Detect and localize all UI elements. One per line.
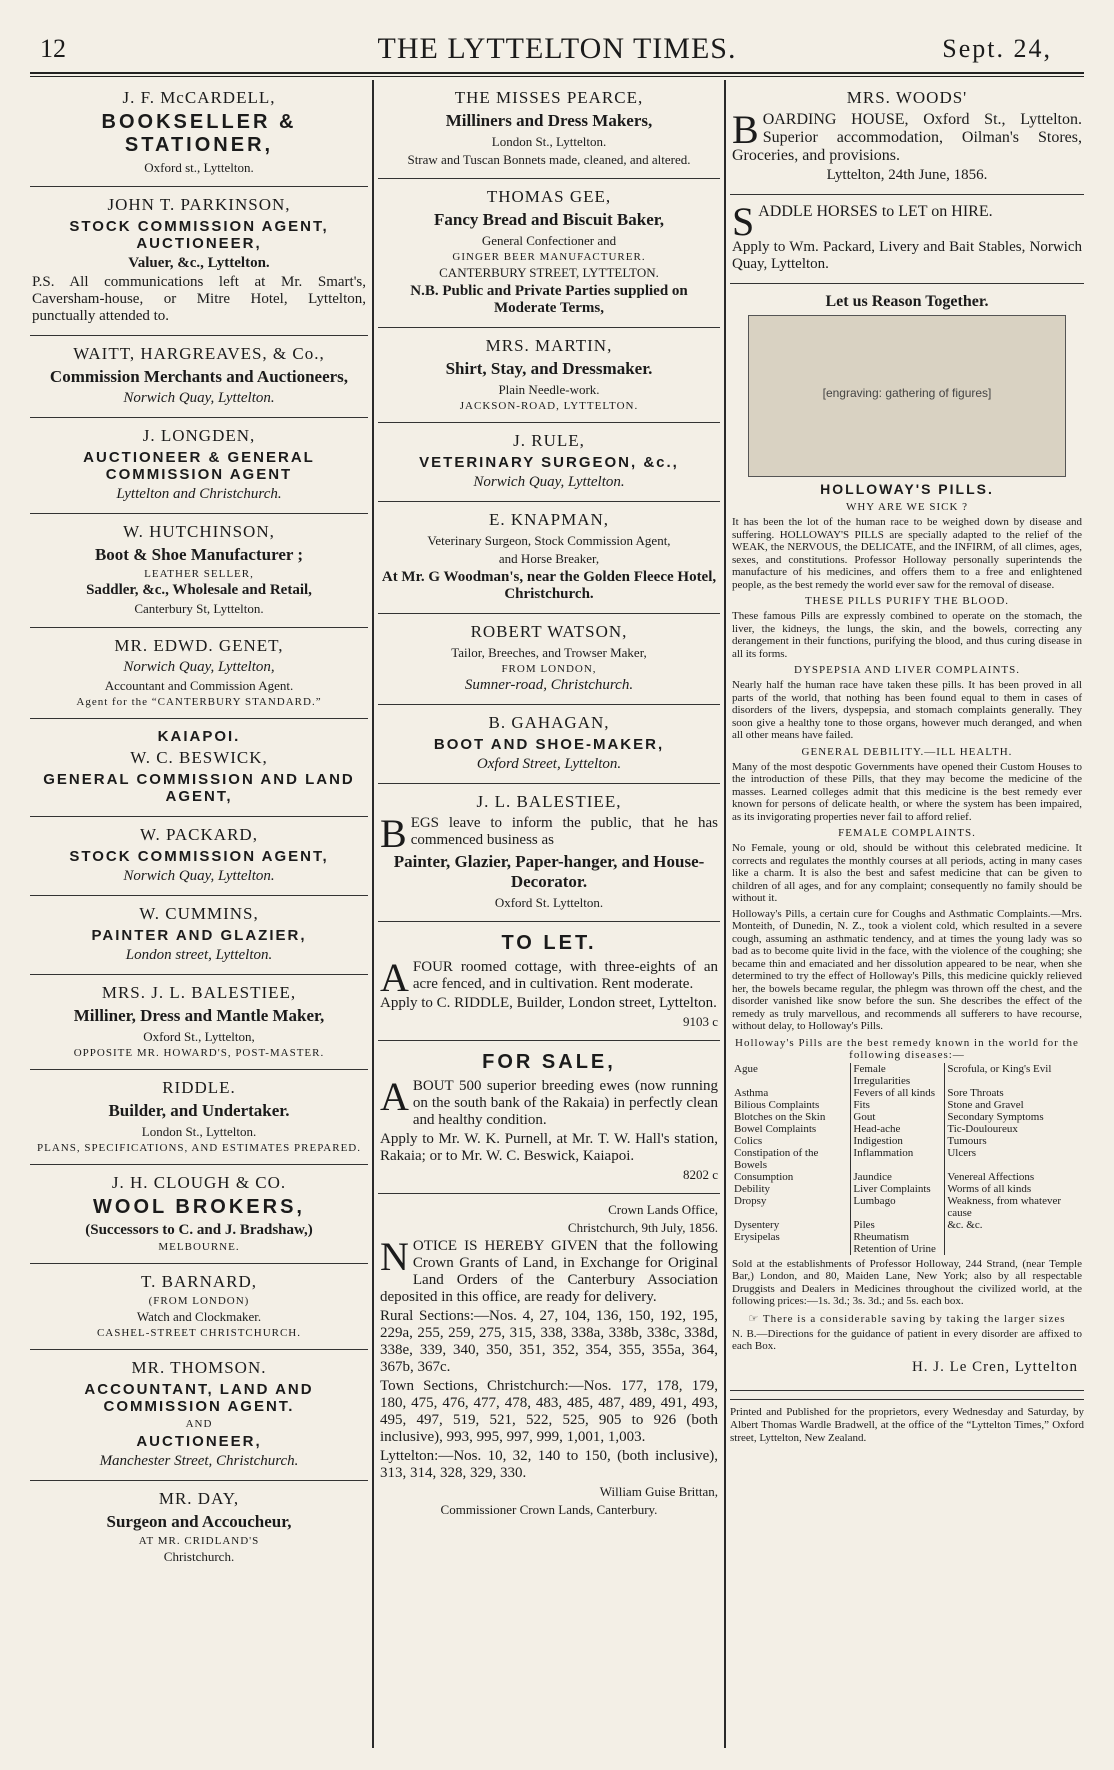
ad-pearce <box>378 80 720 179</box>
advertiser-subtitle: (Successors to C. and J. Bradshaw,) <box>85 1222 313 1238</box>
ad-clough <box>30 1165 368 1264</box>
section-heading: THESE PILLS PURIFY THE BLOOD. <box>804 595 1010 607</box>
advertiser-address: Oxford Street, Lyttelton. <box>476 756 622 772</box>
ad-hutchinson <box>30 514 368 628</box>
ad-gee <box>378 179 720 328</box>
ad-beswick <box>30 719 368 817</box>
advertiser-trade: STOCK COMMISSION AGENT, <box>69 848 329 865</box>
ad-paragraph: Nearly half the human race have taken these pills. It has been proved in all parts of the world, that nothing has been found equal to them in cases of disorders of the livers, dyspepsia, and stomach complaints generally. They soon give a healthy tone to those organs, however much deranged, and when all other means have failed. <box>732 679 1082 741</box>
advertiser-trade: Commission Merchants and Auctioneers, <box>49 367 349 386</box>
ad-date: Lyttelton, 24th June, 1856. <box>826 167 988 183</box>
disease-row <box>732 1219 1082 1231</box>
engraving-caption: [engraving: gathering of figures] <box>822 386 992 400</box>
ad-to-let <box>378 922 720 1041</box>
column-2 <box>378 80 720 1528</box>
advertiser-name: E. KNAPMAN, <box>488 510 610 529</box>
advertiser-address: London St., Lyttelton. <box>141 1124 257 1139</box>
advertiser-name: W. C. BESWICK, <box>130 748 268 767</box>
disease-cell: Inflammation <box>851 1147 945 1171</box>
drop-cap: S <box>732 199 755 244</box>
disease-cell: Fits <box>851 1099 945 1111</box>
notice-body: OTICE IS HEREBY GIVEN that the following Crown Grants of Land, in Exchange for Original Land Orders of the Canterbury Association deposited in this office, are ready for delivery. <box>380 1238 718 1305</box>
advertiser-address: London St., Lyttelton. <box>491 134 607 149</box>
ad-body: FOUR roomed cottage, with three-eights of an acre fenced, and in cultivation. Rent moderate. <box>412 959 718 992</box>
section-heading: FOR SALE, <box>482 1051 616 1073</box>
engraving-image <box>748 315 1066 477</box>
advertiser-trade: GENERAL COMMISSION AND LAND AGENT, <box>43 771 355 805</box>
ad-paragraph: Sold at the establishments of Professor Holloway, 244 Strand, (near Temple Bar,) London, and 80, Maiden Lane, New York; also by all respectable Druggists and Dealers in Medicines throughout the civilized world, at the following prices:—1s. 3d.; 3s. 3d.; and 5s. each box. <box>732 1257 1082 1307</box>
advertiser-trade: AUCTIONEER & GENERAL COMMISSION AGENT <box>83 449 315 483</box>
advertiser-address: Norwich Quay, Lyttelton. <box>123 868 275 884</box>
advertiser-trade: Milliners and Dress Makers, <box>445 111 653 130</box>
advertiser-subtitle: PLANS, SPECIFICATIONS, AND ESTIMATES PREPARED. <box>36 1142 361 1154</box>
advertiser-name: J. F. McCARDELL, <box>122 88 276 107</box>
advertiser-name: T. BARNARD, <box>141 1272 257 1291</box>
section-heading: GENERAL DEBILITY.—ILL HEALTH. <box>801 745 1013 758</box>
disease-cell: Gout <box>851 1111 945 1123</box>
advertiser-name: W. CUMMINS, <box>139 904 259 923</box>
advertiser-subtitle: OPPOSITE MR. HOWARD'S, POST-MASTER. <box>73 1047 325 1059</box>
ad-riddle <box>30 1070 368 1165</box>
disease-cell: Blotches on the Skin <box>734 1110 826 1123</box>
ad-cummins <box>30 896 368 975</box>
ad-number: 9103 c <box>682 1014 718 1029</box>
ad-genet <box>30 628 368 719</box>
advertiser-subtitle: GINGER BEER MANUFACTURER. <box>452 251 646 263</box>
advertiser-name: MR. EDWD. GENET, <box>114 636 284 655</box>
advertiser-trade: Veterinary Surgeon, Stock Commission Agent, <box>427 533 671 548</box>
disease-cell: Jaundice <box>851 1171 945 1183</box>
ad-body: EGS leave to inform the public, that he has commenced business as <box>410 815 718 848</box>
ad-watson <box>378 614 720 705</box>
advertiser-address: Norwich Quay, Lyttelton, <box>123 659 275 675</box>
disease-row <box>732 1243 1082 1255</box>
advertiser-name: JOHN T. PARKINSON, <box>107 195 291 214</box>
ad-holloway-pills <box>730 284 1084 1391</box>
disease-cell: Piles <box>851 1219 945 1231</box>
disease-cell: Female Irregularities <box>851 1063 945 1087</box>
advertiser-trade: BOOKSELLER & STATIONER, <box>101 111 297 156</box>
advertiser-trade: Watch and Clockmaker. <box>136 1309 262 1324</box>
advertiser-name: THE MISSES PEARCE, <box>454 88 644 107</box>
issue-date: Sept. 24, <box>942 34 1052 63</box>
advertiser-address: Norwich Quay, Lyttelton. <box>473 474 625 490</box>
disease-cell: Rheumatism <box>851 1231 945 1243</box>
advertiser-name: RIDDLE. <box>162 1078 236 1097</box>
agent-signature: H. J. Le Cren, Lyttelton <box>911 1358 1078 1375</box>
advertiser-address: MELBOURNE. <box>158 1241 240 1253</box>
disease-cell: Asthma <box>734 1086 769 1099</box>
disease-cell: Constipation of the Bowels <box>734 1146 819 1171</box>
printer-imprint: Printed and Published for the proprietors, every Wednesday and Saturday, by Albert Thomas Wardle Bradwell, at the office of the “Lyttelton Times,” Oxford street, Lyttelton, New Zealand. <box>730 1399 1084 1445</box>
disease-cell: Bilious Complaints <box>734 1098 820 1111</box>
ad-woods <box>730 80 1084 195</box>
advertiser-trade: BOOT AND SHOE-MAKER, <box>433 736 665 753</box>
advertiser-trade: Painter, Glazier, Paper-hanger, and House-Decorator. <box>393 852 705 891</box>
place-heading: KAIAPOI. <box>157 728 241 745</box>
disease-cell <box>732 1243 851 1255</box>
notice-rural-sections: Rural Sections:—Nos. 4, 27, 104, 136, 150, 192, 195, 229a, 255, 259, 275, 315, 338, 338a, 338b, 338c, 338d, 338e, 339, 340, 350, 351, 352, 354, 355, 355a, 364, 367b, 367c. <box>380 1308 718 1375</box>
ad-waitt-hargreaves <box>30 336 368 418</box>
advertiser-trade: STOCK COMMISSION AGENT, AUCTIONEER, <box>69 218 329 252</box>
advertiser-trade: Shirt, Stay, and Dressmaker. <box>445 359 653 378</box>
drop-cap: A <box>380 955 409 1000</box>
advertiser-name: MRS. J. L. BALESTIEE, <box>101 983 297 1002</box>
advertiser-address: Lyttelton and Christchurch. <box>116 486 282 502</box>
disease-cell: Scrofula, or King's Evil <box>945 1063 1082 1087</box>
disease-cell: Ulcers <box>945 1147 1082 1171</box>
ad-knapman <box>378 502 720 614</box>
disease-cell: Debility <box>734 1182 771 1195</box>
notice-date: Christchurch, 9th July, 1856. <box>567 1220 718 1235</box>
ad-parkinson <box>30 187 368 336</box>
advertiser-address: CASHEL-STREET CHRISTCHURCH. <box>96 1327 302 1339</box>
advertiser-address: London street, Lyttelton. <box>125 947 273 963</box>
disease-row <box>732 1183 1082 1195</box>
disease-row <box>732 1135 1082 1147</box>
newspaper-title: THE LYTTELTON TIMES. <box>377 32 737 65</box>
advertiser-subtitle: and Horse Breaker, <box>498 551 600 566</box>
advertiser-trade: VETERINARY SURGEON, &c., <box>419 454 679 471</box>
ad-rule <box>378 423 720 502</box>
column-divider <box>372 80 374 1748</box>
advertiser-trade: WOOL BROKERS, <box>93 1196 305 1218</box>
disease-cell: Sore Throats <box>945 1087 1082 1099</box>
section-heading: DYSPEPSIA AND LIVER COMPLAINTS. <box>794 664 1020 676</box>
section-heading: FEMALE COMPLAINTS. <box>838 827 976 839</box>
ad-apply: Apply to C. RIDDLE, Builder, London street, Lyttelton. <box>380 995 717 1011</box>
advertiser-trade: Tailor, Breeches, and Trowser Maker, <box>451 645 647 660</box>
drop-cap: A <box>380 1074 409 1119</box>
ad-body: OARDING HOUSE, Oxford St., Lyttelton. Superior accommodation, Oilman's Stores, Groceries, and provisions. <box>732 111 1082 164</box>
ad-barnard <box>30 1264 368 1350</box>
advertiser-name: J. H. CLOUGH & CO. <box>111 1173 287 1192</box>
ad-paragraph: It has been the lot of the human race to be weighed down by disease and suffering. HOLLOWAY'S PILLS are specially adapted to the relief of the WEAK, the NERVOUS, the DELICATE, and the INFIRM, of all climes, ages, sexes, and constitutions. Professor Holloway personally superintends the manufacture of his medicines, and offers them to a free and enlightened people, as the best remedy the world ever saw for the removal of disease. <box>732 516 1082 591</box>
advertiser-address: Canterbury St, Lyttelton. <box>134 601 264 616</box>
notice-office: Crown Lands Office, <box>608 1202 718 1217</box>
disease-row <box>732 1171 1082 1183</box>
advertiser-trade: PAINTER AND GLAZIER, <box>91 927 307 944</box>
disease-row <box>732 1231 1082 1243</box>
advertiser-trade: Surgeon and Accoucheur, <box>106 1512 292 1531</box>
drop-cap: N <box>380 1234 409 1279</box>
advertiser-note: P.S. All communications left at Mr. Smart's, Caversham-house, or Mitre Hotel, Lyttelton, punctually attended to. <box>32 274 366 324</box>
page-number: 12 <box>40 34 66 63</box>
disease-row <box>732 1099 1082 1111</box>
advertiser-trade: ACCOUNTANT, LAND AND COMMISSION AGENT. <box>84 1381 314 1415</box>
ad-paragraph: No Female, young or old, should be without this celebrated medicine. It corrects and regulates the monthly courses at all periods, acting in many cases like a charm. It is also the best and safest medicine that can be given to children of all ages, and for any complaint; consequently no family should be without it. <box>732 842 1082 904</box>
disease-cell: Colics <box>734 1134 763 1147</box>
disease-cell <box>945 1243 1082 1255</box>
disease-row <box>732 1087 1082 1099</box>
ad-longden <box>30 418 368 514</box>
advertiser-subtitle: (FROM LONDON) <box>148 1295 250 1307</box>
ad-paragraph: These famous Pills are expressly combined to operate on the stomach, the liver, the kidneys, the lungs, the skin, and the bowels, correcting any derangement in their functions, purifying the blood, and thus curing disease in all its forms. <box>732 610 1082 660</box>
disease-row <box>732 1111 1082 1123</box>
advertiser-subtitle: Saddler, &c., Wholesale and Retail, <box>86 582 312 598</box>
column-3 <box>730 80 1084 1445</box>
ad-body: ADDLE HORSES to LET on HIRE. <box>758 203 993 220</box>
advertiser-subtitle: LEATHER SELLER, <box>144 568 254 580</box>
notice-crown-lands <box>378 1194 720 1528</box>
advertiser-address: Oxford St. Lyttelton. <box>494 895 604 910</box>
disease-cell: Venereal Affections <box>945 1171 1082 1183</box>
advertiser-subtitle: FROM LONDON, <box>501 663 597 675</box>
masthead-rule <box>30 72 1084 74</box>
advertiser-name: J. LONGDEN, <box>142 426 256 445</box>
advertiser-address: Norwich Quay, Lyttelton. <box>123 390 275 406</box>
ad-body: BOUT 500 superior breeding ewes (now running on the south bank of the Rakaia) in perfectly clean and healthy condition. <box>412 1078 718 1128</box>
advertiser-name: MRS. WOODS' <box>846 88 968 107</box>
disease-cell: Tumours <box>945 1135 1082 1147</box>
notice-town-sections: Town Sections, Christchurch:—Nos. 177, 178, 179, 180, 475, 476, 477, 478, 483, 485, 487, 489, 491, 493, 495, 497, 519, 521, 522, 525, 905 to 926 (both inclusive), 993, 995, 997, 999, 1,001, 1,003. <box>380 1378 718 1445</box>
advertiser-address: Christchurch. <box>163 1549 235 1564</box>
advertiser-address: CANTERBURY STREET, LYTTELTON. <box>439 265 659 280</box>
advertiser-address: Sumner-road, Christchurch. <box>464 677 634 693</box>
disease-cell: Dropsy <box>734 1194 767 1207</box>
column-1 <box>30 80 368 1575</box>
disease-cell: Dysentery <box>734 1218 780 1231</box>
brand-name: HOLLOWAY'S PILLS. <box>820 481 994 497</box>
ad-packard <box>30 817 368 896</box>
disease-row <box>732 1063 1082 1087</box>
disease-cell: Secondary Symptoms <box>945 1111 1082 1123</box>
disease-cell: Worms of all kinds <box>945 1183 1082 1195</box>
advertiser-name: J. RULE, <box>513 431 585 450</box>
advertiser-note: N.B. Public and Private Parties supplied on Moderate Terms, <box>410 283 688 316</box>
advertiser-address: Oxford st., Lyttelton. <box>144 160 254 175</box>
advertiser-name: W. HUTCHINSON, <box>123 522 275 541</box>
disease-list-intro: Holloway's Pills are the best remedy known in the world for the following diseases:— <box>735 1036 1079 1061</box>
ad-saddle-horses <box>730 195 1084 284</box>
disease-cell: Indigestion <box>851 1135 945 1147</box>
advertiser-name: MR. DAY, <box>158 1489 240 1508</box>
disease-cell: Consumption <box>734 1170 794 1183</box>
disease-cell: &c. &c. <box>945 1219 1082 1231</box>
advertiser-name: ROBERT WATSON, <box>470 622 628 641</box>
ad-motto: Let us Reason Together. <box>825 293 989 310</box>
advertiser-subtitle: Agent for the “CANTERBURY STANDARD.” <box>76 696 322 708</box>
disease-cell: Ague <box>734 1062 758 1075</box>
ad-thomson <box>30 1350 368 1481</box>
advertiser-subtitle: General Confectioner and <box>481 233 617 248</box>
advertiser-note: Straw and Tuscan Bonnets made, cleaned, and altered. <box>407 152 691 167</box>
ad-balestiee <box>378 784 720 922</box>
disease-cell: Lumbago <box>851 1195 945 1219</box>
disease-cell: Head-ache <box>851 1123 945 1135</box>
advertiser-subtitle: Plain Needle-work. <box>498 382 600 397</box>
disease-cell: Fevers of all kinds <box>851 1087 945 1099</box>
ad-mccardell <box>30 80 368 187</box>
section-heading: TO LET. <box>501 932 597 954</box>
notice-lyttelton-sections: Lyttelton:—Nos. 10, 32, 140 to 150, (both inclusive), 313, 314, 328, 329, 330. <box>380 1448 718 1481</box>
advertiser-subtitle: AT MR. CRIDLAND'S <box>138 1535 260 1547</box>
advertiser-trade: Milliner, Dress and Mantle Maker, <box>73 1006 325 1025</box>
masthead-rule-thin <box>30 76 1084 77</box>
advertiser-subtitle: Valuer, &c., Lyttelton. <box>128 255 270 271</box>
ad-martin <box>378 328 720 423</box>
disease-cell: Stone and Gravel <box>945 1099 1082 1111</box>
ad-gahagan <box>378 705 720 784</box>
advertiser-name: THOMAS GEE, <box>486 187 612 206</box>
advertiser-trade: Boot & Shoe Manufacturer ; <box>94 545 304 564</box>
advertiser-address: Manchester Street, Christchurch. <box>99 1453 299 1469</box>
advertiser-name: B. GAHAGAN, <box>488 713 610 732</box>
disease-cell: Liver Complaints <box>851 1183 945 1195</box>
advertiser-address: At Mr. G Woodman's, near the Golden Fleece Hotel, Christchurch. <box>381 569 717 602</box>
advertiser-trade: Fancy Bread and Biscuit Baker, <box>433 210 664 229</box>
disease-table <box>732 1063 1082 1255</box>
masthead <box>0 0 1114 70</box>
disease-row <box>732 1147 1082 1171</box>
disease-cell: Bowel Complaints <box>734 1122 817 1135</box>
drop-cap: B <box>380 811 407 856</box>
ad-note: ☞ There is a considerable saving by taking the larger sizes <box>748 1312 1066 1325</box>
advertiser-trade: AUCTIONEER, <box>136 1433 262 1450</box>
advertiser-name: W. PACKARD, <box>140 825 258 844</box>
ad-day <box>30 1481 368 1575</box>
ad-note: N. B.—Directions for the guidance of patient in every disorder are affixed to each Box. <box>732 1327 1082 1352</box>
ad-apply: Apply to Wm. Packard, Livery and Bait Stables, Norwich Quay, Lyttelton. <box>732 239 1082 272</box>
ad-number: 8202 c <box>682 1167 718 1182</box>
advertiser-trade: Accountant and Commission Agent. <box>104 678 294 693</box>
ad-for-sale <box>378 1041 720 1194</box>
advertiser-name: MR. THOMSON. <box>131 1358 267 1377</box>
advertiser-name: J. L. BALESTIEE, <box>476 792 622 811</box>
notice-signer-title: Commissioner Crown Lands, Canterbury. <box>440 1502 658 1517</box>
advertiser-name: WAITT, HARGREAVES, & Co., <box>73 344 325 363</box>
column-divider <box>724 80 726 1748</box>
disease-cell: Erysipelas <box>734 1230 780 1243</box>
ad-apply: Apply to Mr. W. K. Purnell, at Mr. T. W. Hall's station, Rakaia; or to Mr. W. C. Beswick, Kaiapoi. <box>380 1131 718 1164</box>
disease-cell: Tic-Douloureux <box>945 1123 1082 1135</box>
advertiser-address: JACKSON-ROAD, LYTTELTON. <box>459 400 639 412</box>
section-heading: WHY ARE WE SICK ? <box>845 501 969 513</box>
disease-row <box>732 1195 1082 1219</box>
drop-cap: B <box>732 107 759 152</box>
notice-signer: William Guise Brittan, <box>599 1484 718 1499</box>
advertiser-subtitle: AND <box>185 1418 213 1430</box>
ad-paragraph: Many of the most despotic Governments have opened their Custom Houses to the introduction of these Pills, that they may become the medicine of the masses. Learned colleges admit that this medicine is the best remedy ever known for persons of delicate health, or where the system has been impaired, as its invigorating properties never fail to afford relief. <box>732 760 1082 823</box>
disease-cell <box>945 1231 1082 1243</box>
disease-cell: Retention of Urine <box>851 1243 945 1255</box>
advertiser-name: MRS. MARTIN, <box>485 336 613 355</box>
disease-cell: Weakness, from whatever cause <box>945 1195 1082 1219</box>
ad-mrs-balestiee <box>30 975 368 1070</box>
ad-paragraph: Holloway's Pills, a certain cure for Coughs and Asthmatic Complaints.—Mrs. Monteith, of Dunedin, N. Z., took a violent cold, which resulted in a severe cough, assuming an asthmatic tendency, and at times the young lady was so bad as to become quite livid in the face, with the violence of the coughing; she became thin and emaciated and her dissolution appeared to be near, when she determined to try the effect of Holloway's Pills, this medicine quickly relieved her, the bowels became regular, the phlegm was thrown off the chest, and the disorder vanished like snow before the sun. She describes the effect of the remedy as truly marvellous, and recommends all sufferers to have recourse, without delay, to Holloway's Pills. <box>732 907 1082 1032</box>
advertiser-address: Oxford St., Lyttelton, <box>143 1029 255 1044</box>
advertiser-trade: Builder, and Undertaker. <box>108 1101 290 1120</box>
disease-row <box>732 1123 1082 1135</box>
